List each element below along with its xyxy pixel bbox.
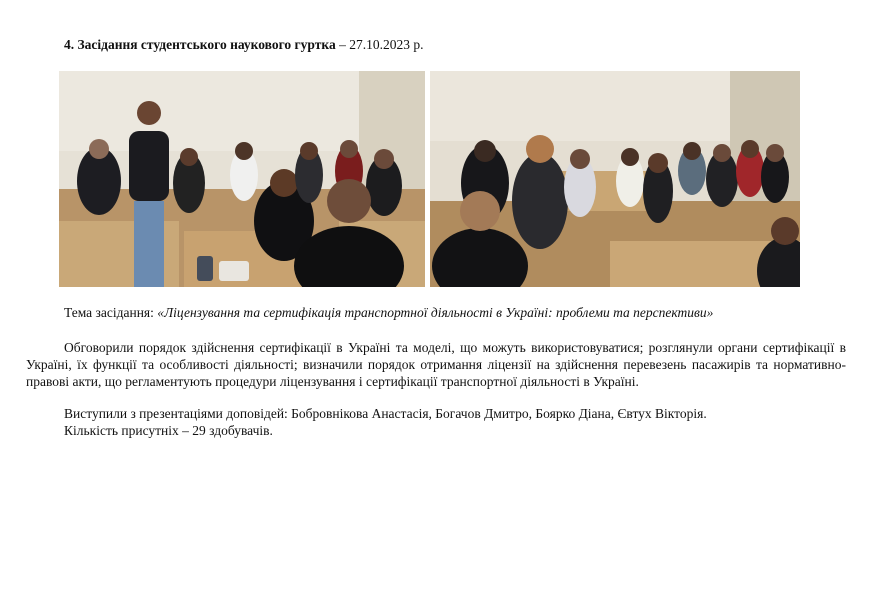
meeting-photo-left bbox=[59, 71, 425, 287]
meeting-photo-right bbox=[430, 71, 800, 287]
speakers-line: Виступили з презентаціями доповідей: Бобровнікова Анастасія, Богачов Дмитро, Боярко Діана, Євтух Вікторія. bbox=[64, 406, 707, 421]
topic-label: Тема засідання: bbox=[64, 305, 158, 320]
section-heading bbox=[64, 37, 423, 53]
meeting-date: – 27.10.2023 р. bbox=[335, 37, 424, 52]
topic-text: «Ліцензування та сертифікація транспортної діяльності в Україні: проблеми та перспективи» bbox=[157, 305, 714, 320]
meeting-topic bbox=[64, 305, 824, 321]
section-number: 4. bbox=[64, 37, 75, 52]
section-title: Засідання студентського наукового гуртка bbox=[77, 37, 336, 52]
summary-paragraph: Обговорили порядок здійснення сертифікації в Україні та моделі, що можуть використовуватися; розглянули органи сертифікації в Україні, їх функції та особливості діяльності; визначили порядок отримання ліцензії на здійснення перевезень пасажирів та нормативно-правові акти, що регламентують процедури ліцензування і сертифікації транспортної діяльності в Україні. bbox=[26, 340, 846, 389]
attendance-line: Кількість присутніх – 29 здобувачів. bbox=[64, 423, 273, 438]
